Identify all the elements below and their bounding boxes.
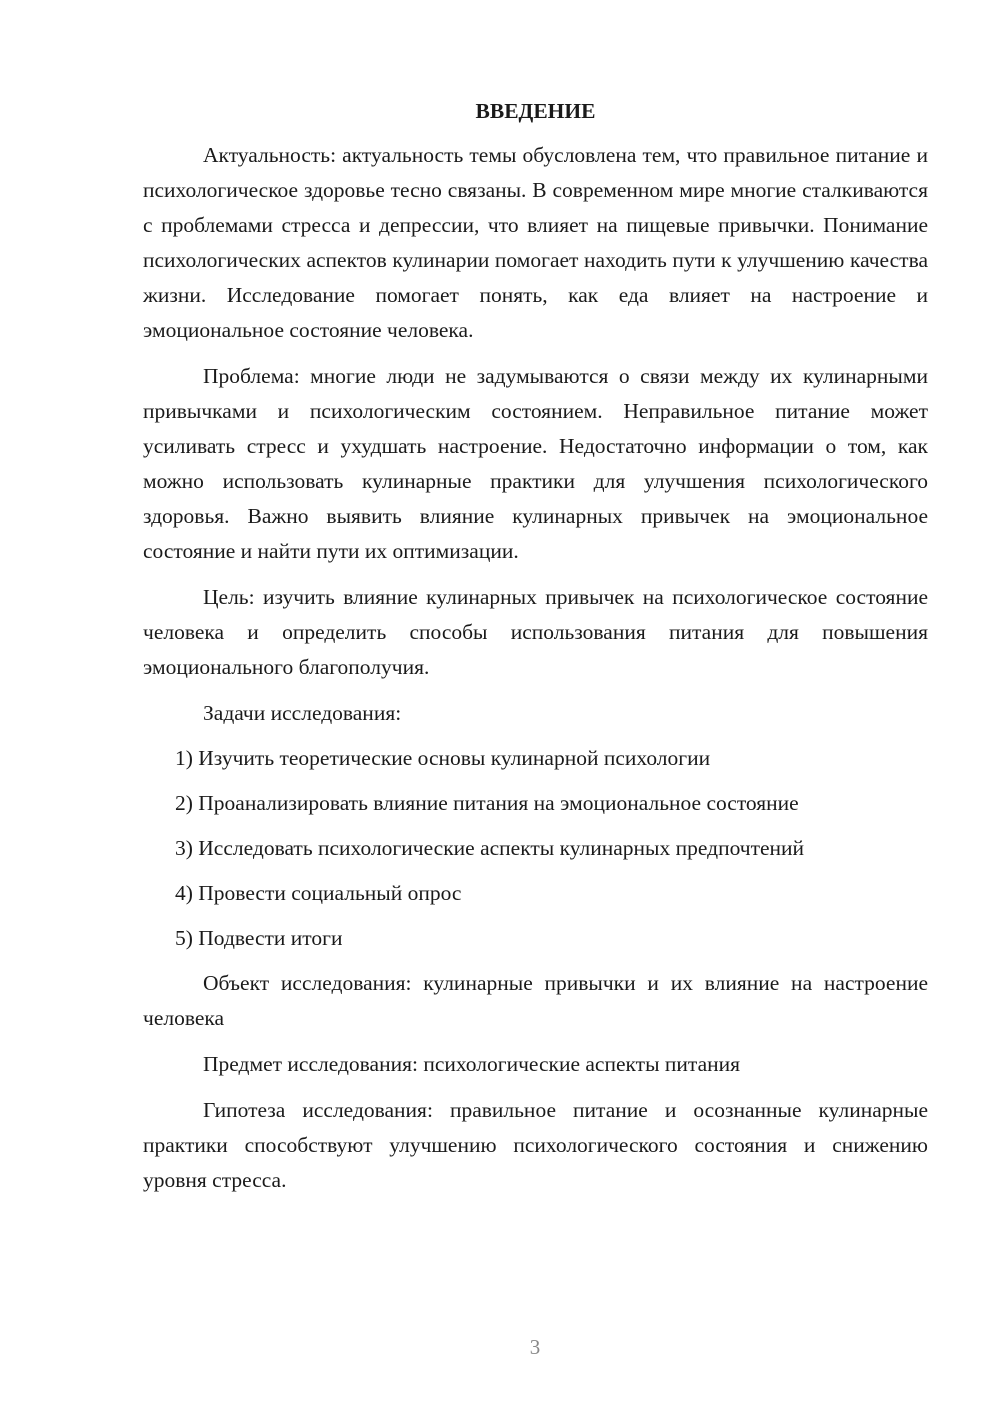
paragraph-relevance: Актуальность: актуальность темы обусловлена тем, что правильное питание и психологическое здоровье тесно связаны. В современном мире многие сталкиваются с проблемами стресса и депрессии, что влияет на пищевые привычки. Понимание психологических аспектов кулинарии помогает находить пути к улучшению качества жизни. Исследование помогает понять, как еда влияет на настроение и эмоциональное состояние человека. — [143, 143, 928, 342]
paragraph-hypothesis: Гипотеза исследования: правильное питание и осознанные кулинарные практики способствуют улучшению психологического состояния и снижению уровня стресса. — [143, 1098, 928, 1192]
page-title: ВВЕДЕНИЕ — [475, 99, 596, 123]
list-item: 5) Подвести итоги — [175, 926, 343, 950]
list-item: 1) Изучить теоретические основы кулинарной психологии — [175, 746, 711, 770]
paragraph-goal: Цель: изучить влияние кулинарных привычек на психологическое состояние человека и определить способы использования питания для повышения эмоционального благополучия. — [143, 585, 928, 679]
paragraph-subject: Предмет исследования: психологические аспекты питания — [203, 1052, 741, 1076]
list-item: 2) Проанализировать влияние питания на эмоциональное состояние — [175, 791, 799, 815]
paragraph-problem: Проблема: многие люди не задумываются о связи между их кулинарными привычками и психологическим состоянием. Неправильное питание может усиливать стресс и ухудшать настроение. Недостаточно информации о том, как можно использовать кулинарные практики для улучшения психологического здоровья. Важно выявить влияние кулинарных привычек на эмоциональное состояние и найти пути их оптимизации. — [143, 364, 928, 563]
paragraph-object: Объект исследования: кулинарные привычки и их влияние на настроение человека — [143, 971, 928, 1030]
page-number: 3 — [529, 1335, 541, 1359]
paragraph-tasks-intro: Задачи исследования: — [203, 701, 402, 725]
list-item: 4) Провести социальный опрос — [175, 881, 462, 905]
list-item: 3) Исследовать психологические аспекты кулинарных предпочтений — [175, 836, 805, 860]
tasks-list — [143, 741, 928, 956]
document-page — [143, 94, 928, 1209]
